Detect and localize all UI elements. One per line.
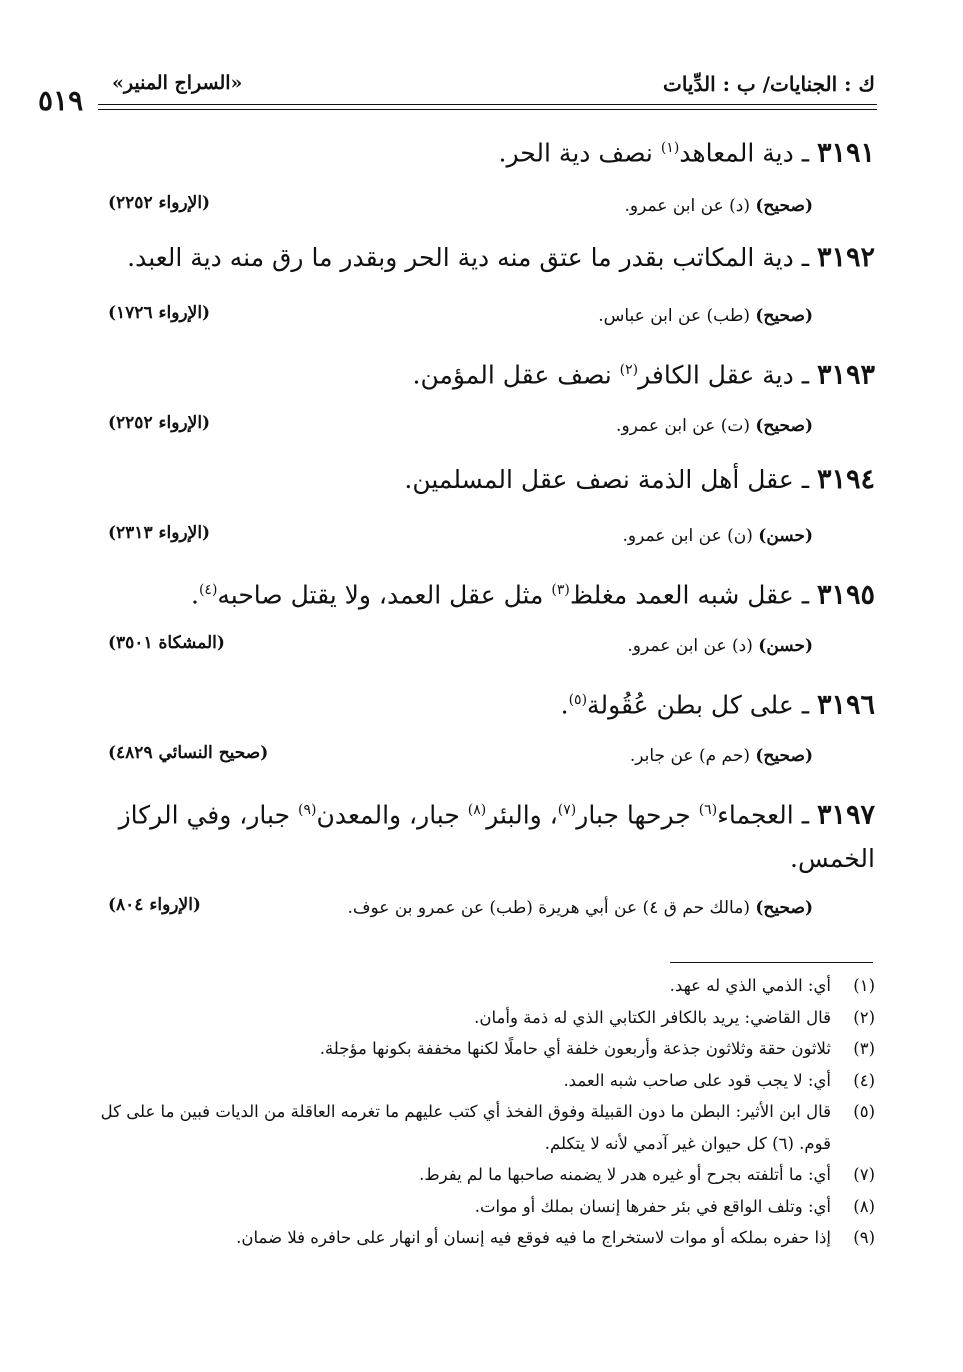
footnote-text: أي: الذمي الذي له عهد. [669,976,831,995]
footnote-ref[interactable]: (٩) [298,802,317,818]
footnote-number: (١) [853,976,875,995]
hadith-narrator: (ت) عن ابن عمرو. [616,416,756,436]
hadith-source [627,636,813,656]
hadith-body: دية عقل الكافر [638,360,794,390]
hadith-reference: (الإرواء ١٧٢٦) [108,303,211,323]
hadith-grade: (صحيح) [755,306,813,326]
hadith-number: ٣١٩١ [816,137,875,169]
footnote-item [100,1033,875,1065]
hadith-reference: (صحيح النسائي ٤٨٢٩) [108,743,269,763]
footnote-item [100,1222,875,1254]
hadith-source [624,196,813,216]
hadith-narrator: (د) عن ابن عمرو. [624,196,756,216]
hadith-grade: (صحيح) [755,898,813,918]
footnote-text: إذا حفره بملكه أو موات لاستخراج ما فيه فوقع فيه إنسان أو انهار على حافره فلا ضمان. [236,1228,831,1247]
hadith-source [598,306,813,326]
hadith-dash: ـ [801,690,810,720]
hadith-narrator: (حم م) عن جابر. [629,746,756,766]
hadith-3192 [100,236,875,280]
hadith-text [100,788,875,881]
header-rule [98,104,877,105]
footnote-ref[interactable]: (٥) [568,692,588,708]
footnote-item [100,1159,875,1191]
hadith-body: ، والبئر [486,800,558,830]
footnote-ref[interactable]: (٢) [619,362,639,378]
hadith-3196 [100,678,875,727]
footnote-separator [670,962,873,963]
hadith-body: . [560,690,569,720]
hadith-text [100,568,875,617]
hadith-dash: ـ [801,243,810,272]
hadith-reference: (المشكاة ٣٥٠١) [108,633,225,653]
footnotes [100,970,875,1254]
footnote-item [100,1002,875,1034]
hadith-body: نصف عقل المؤمن. [412,360,620,390]
hadith-narrator: (مالك حم ق ٤) عن أبي هريرة (طب) عن عمرو بن عوف. [347,898,756,918]
footnote-ref[interactable]: (٨) [467,802,487,818]
hadith-number: ٣١٩٧ [816,799,875,831]
hadith-body: جبار، وفي الركاز الخمس. [118,800,875,874]
hadith-3193 [100,348,875,397]
hadith-source [347,898,813,918]
footnote-item [100,1065,875,1097]
hadith-3191 [100,126,875,175]
footnote-number: (٤) [853,1070,875,1090]
footnote-number: (٥) [853,1102,875,1121]
hadith-number: ٣١٩٥ [816,579,875,611]
hadith-source [616,416,813,436]
footnote-ref[interactable]: (٣) [551,582,570,598]
footnote-ref[interactable]: (٧) [557,802,577,818]
hadith-number: ٣١٩٤ [816,464,875,495]
footnote-ref[interactable]: (٦) [698,802,718,818]
hadith-dash: ـ [801,465,810,494]
footnote-number: (٧) [853,1165,875,1184]
hadith-3197 [100,788,875,881]
hadith-body: نصف دية الحر. [498,138,661,168]
hadith-grade: (صحيح) [755,416,813,436]
hadith-text [100,348,875,397]
hadith-body: دية المكاتب بقدر ما عتق منه دية الحر وبقدر ما رق منه دية العبد. [127,243,794,272]
footnote-text: ثلاثون حقة وثلاثون جذعة وأربعون خلفة أي حاملًا لكنها مخففة بكونها مؤجلة. [319,1039,831,1058]
footnote-text: أي: ما أتلفته بجرح أو غيره هدر لا يضمنه صاحبها ما لم يفرط. [419,1165,831,1184]
hadith-body: . [190,580,199,610]
hadith-grade: (حسن) [758,526,813,546]
hadith-body: دية المعاهد [679,138,794,168]
hadith-grade: (حسن) [758,636,813,656]
footnote-ref[interactable]: (١) [660,140,680,156]
page-number: ٥١٩ [38,84,84,117]
hadith-source [630,746,813,766]
hadith-grade: (صحيح) [755,196,813,216]
hadith-body: على كل بطن عُقُولة [587,690,794,720]
hadith-reference: (الإرواء ٢٣١٣) [108,523,211,543]
hadith-text [100,126,875,175]
hadith-narrator: (د) عن ابن عمرو. [627,636,759,656]
hadith-body: عقل شبه العمد مغلظ [569,580,794,610]
hadith-grade: (صحيح) [755,746,813,766]
footnote-item [100,970,875,1002]
footnote-number: (٣) [853,1039,875,1058]
footnote-number: (٢) [853,1007,875,1027]
footnote-text: قال ابن الأثير: البطن ما دون القبيلة وفوق الفخذ أي كتب عليهم ما تغرمه العاقلة من الديات فبين ما على كل قوم. (٦) كل حيوان غير آدمي لأنه لا يتكلم. [100,1102,831,1153]
hadith-number: ٣١٩٣ [816,359,875,391]
footnote-text: أي: وتلف الواقع في بئر حفرها إنسان بملك أو موات. [474,1196,831,1216]
hadith-reference: (الإرواء ٢٢٥٢) [108,193,211,213]
hadith-3195 [100,568,875,617]
hadith-reference: (الإرواء ٨٠٤) [108,895,201,915]
hadith-reference: (الإرواء ٢٢٥٢) [108,413,211,433]
footnote-number: (٩) [853,1228,875,1247]
hadith-source [622,526,813,546]
hadith-narrator: (ن) عن ابن عمرو. [622,526,759,546]
hadith-body: مثل عقل العمد، ولا يقتل صاحبه [217,580,552,610]
hadith-3194 [100,458,875,502]
hadith-text [100,458,875,502]
footnote-item [100,1191,875,1223]
hadith-dash: ـ [801,360,810,390]
hadith-dash: ـ [801,138,810,168]
book-title: «السراج المنير» [112,72,243,94]
footnote-text: أي: لا يجب قود على صاحب شبه العمد. [563,1070,831,1090]
hadith-number: ٣١٩٦ [816,689,875,721]
footnote-ref[interactable]: (٤) [198,582,218,598]
hadith-dash: ـ [801,580,810,610]
hadith-number: ٣١٩٢ [816,242,875,273]
hadith-body: جرحها جبار [576,800,699,830]
footnote-number: (٨) [853,1196,875,1216]
hadith-body: جبار، والمعدن [316,800,468,830]
hadith-text [100,678,875,727]
hadith-narrator: (طب) عن ابن عباس. [598,306,756,326]
header-rule [98,109,877,110]
chapter-heading: ك : الجنايات/ ب : الدِّيات [662,72,875,96]
hadith-body: عقل أهل الذمة نصف عقل المسلمين. [404,465,794,494]
footnote-item [100,1096,875,1159]
hadith-dash: ـ [801,800,810,830]
footnote-text: قال القاضي: يريد بالكافر الكتابي الذي له ذمة وأمان. [474,1007,831,1027]
hadith-text [100,236,875,280]
hadith-body: العجماء [717,800,794,830]
